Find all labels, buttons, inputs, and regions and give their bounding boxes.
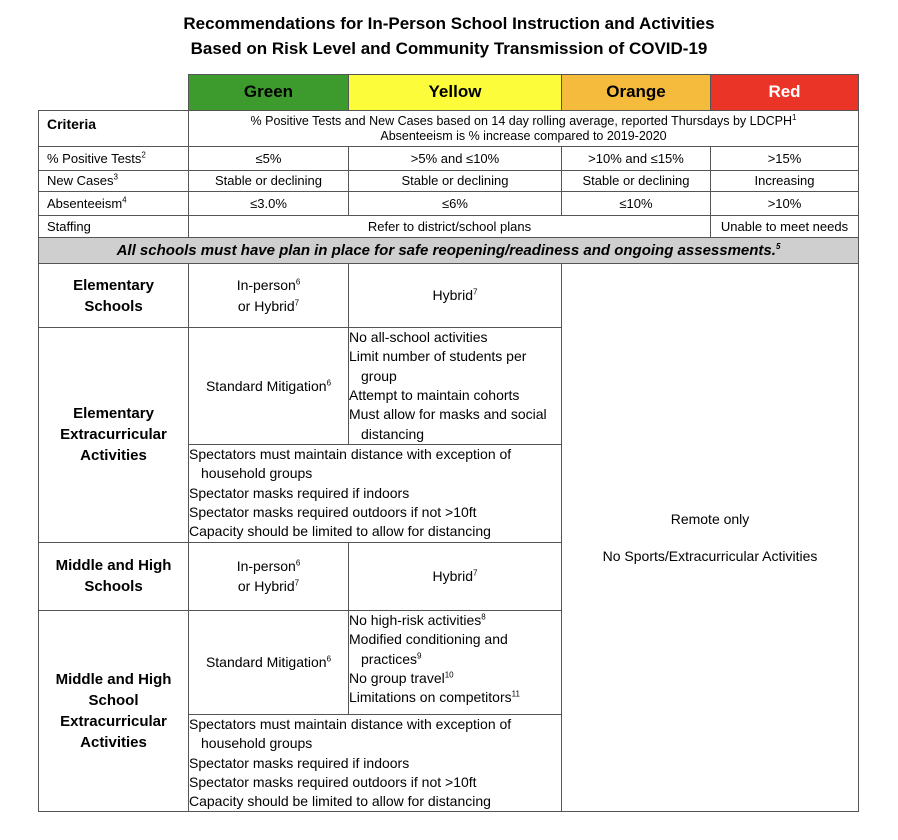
list-item: Spectators must maintain distance with exception of household groups: [189, 715, 512, 752]
list-item: Spectator masks required outdoors if not >10ft: [189, 773, 477, 790]
middle-high-extracurricular-label: Middle and High School Extracurricular Activities: [39, 610, 189, 812]
middle-high-schools-label: Middle and High Schools: [39, 542, 189, 610]
level-header-orange: Orange: [562, 75, 711, 111]
list-item: Capacity should be limited to allow for distancing: [189, 793, 491, 810]
staffing-red: Unable to meet needs: [711, 216, 859, 238]
middle-high-green: In-person$^6$ or Hybrid$^7$: [189, 542, 349, 610]
criteria-note-1-sup: 1: [792, 112, 797, 122]
criteria-label: Criteria: [39, 111, 189, 147]
no-sports: No Sports/Extracurricular Activities: [602, 548, 818, 565]
header-empty-cell: [39, 75, 189, 111]
level-header-yellow: Yellow: [349, 75, 562, 111]
staffing-label: Staffing: [39, 216, 189, 238]
cases-green: Stable or declining: [189, 171, 349, 192]
elementary-schools-label: Elementary Schools: [39, 264, 189, 328]
elementary-spectators: [189, 444, 562, 542]
document-title-line-2: Based on Risk Level and Community Transmission of COVID-19: [190, 39, 708, 58]
list-item: Must allow for masks and social distancing: [349, 406, 547, 442]
remote-only: Remote only: [670, 511, 750, 528]
list-item: Limitations on competitors$^{11}$: [349, 689, 520, 706]
level-header-red: Red: [711, 75, 859, 111]
list-item: No group travel$^{10}$: [349, 669, 454, 686]
list-item: No all-school activities: [349, 329, 488, 345]
list-item: Spectator masks required outdoors if not >10ft: [189, 503, 477, 520]
absenteeism-label: Absenteeism$^4$: [39, 192, 189, 216]
list-item: Capacity should be limited to allow for distancing: [189, 523, 491, 540]
middle-high-extra-yellow: [349, 610, 562, 714]
red-orange-panel: [562, 264, 859, 812]
list-item: Attempt to maintain cohorts: [349, 386, 520, 403]
staffing-plans: Refer to district/school plans: [189, 216, 711, 238]
criteria-note-1: % Positive Tests and New Cases based on 14 day rolling average, reported Thursdays by LDCPH: [250, 113, 793, 128]
list-item: Spectators must maintain distance with exception of household groups: [189, 445, 512, 482]
absent-green: ≤3.0%: [189, 192, 349, 216]
criteria-note-2: Absenteeism is % increase compared to 2019-2020: [380, 128, 667, 143]
positive-tests-label: % Positive Tests$^2$: [39, 147, 189, 171]
cases-orange: Stable or declining: [562, 171, 711, 192]
absent-yellow: ≤6%: [349, 192, 562, 216]
list-item: Limit number of students per group: [349, 348, 527, 384]
reopening-banner: All schools must have plan in place for safe reopening/readiness and ongoing assessments.$^5$: [39, 238, 859, 264]
middle-high-extra-green: Standard Mitigation$^6$: [189, 610, 349, 714]
elementary-yellow: Hybrid$^7$: [349, 264, 562, 328]
list-item: No high-risk activities$^8$: [349, 611, 486, 628]
list-item: Spectator masks required if indoors: [189, 484, 410, 501]
elementary-extracurricular-label: Elementary Extracurricular Activities: [39, 328, 189, 543]
positive-red: >15%: [711, 147, 859, 171]
cases-yellow: Stable or declining: [349, 171, 562, 192]
level-header-green: Green: [189, 75, 349, 111]
positive-green: ≤5%: [189, 147, 349, 171]
new-cases-label: New Cases$^3$: [39, 171, 189, 192]
positive-yellow: >5% and ≤10%: [349, 147, 562, 171]
middle-high-yellow: Hybrid$^7$: [349, 542, 562, 610]
criteria-note: [189, 111, 859, 147]
document-title-line-1: Recommendations for In-Person School Instruction and Activities: [183, 14, 715, 33]
absent-red: >10%: [711, 192, 859, 216]
list-item: Modified conditioning and practices$^9$: [349, 631, 508, 667]
positive-orange: >10% and ≤15%: [562, 147, 711, 171]
absent-orange: ≤10%: [562, 192, 711, 216]
risk-level-table: [38, 74, 859, 812]
elementary-extra-yellow: [349, 328, 562, 445]
middle-high-spectators: [189, 714, 562, 812]
elementary-green: In-person$^6$ or Hybrid$^7$: [189, 264, 349, 328]
list-item: Spectator masks required if indoors: [189, 754, 410, 771]
elementary-extra-green: Standard Mitigation$^6$: [189, 328, 349, 445]
cases-red: Increasing: [711, 171, 859, 192]
